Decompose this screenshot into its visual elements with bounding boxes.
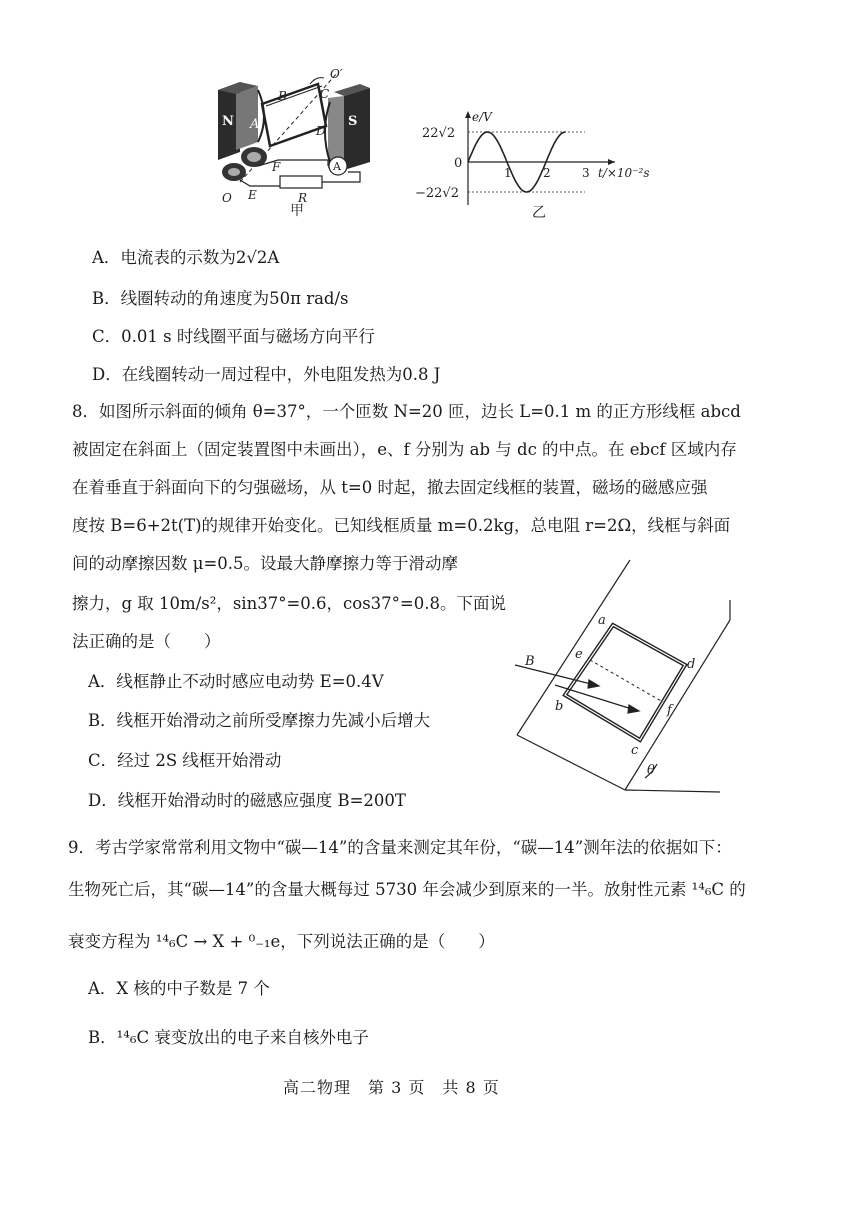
y-axis-arrow bbox=[465, 111, 471, 118]
x-tick-3: 3 bbox=[582, 166, 590, 180]
emf-graph bbox=[410, 105, 660, 220]
q8-option-a: A．线框静止不动时感应电动势 E=0.4V bbox=[88, 672, 384, 691]
q9-stem-line-2: 生物死亡后，其“碳—14”的含量大概每过 5730 年会减少到原来的一半。放射性元素 ¹⁴₆C 的 bbox=[68, 880, 746, 899]
q7-option-c: C．0.01 s 时线圈平面与磁场方向平行 bbox=[92, 327, 375, 346]
y-axis-title: e/V bbox=[472, 110, 492, 124]
q8-option-d: D．线框开始滑动时的磁感应强度 B=200T bbox=[88, 791, 406, 810]
label-F: F bbox=[272, 160, 281, 174]
q9-stem-line-3: 衰变方程为 ¹⁴₆C → X + ⁰₋₁e，下列说法正确的是（ ） bbox=[68, 932, 495, 951]
label-E: E bbox=[248, 188, 257, 202]
label-B-field: B bbox=[525, 654, 535, 669]
n-pole-label: N bbox=[222, 114, 234, 129]
label-B: B bbox=[278, 89, 287, 103]
label-e: e bbox=[575, 647, 583, 662]
q9-stem-line-1: 9．考古学家常常利用文物中“碳—14”的含量来测定其年份，“碳—14”测年法的依据如下： bbox=[68, 838, 732, 857]
q8-stem-line-3: 在着垂直于斜面向下的匀强磁场，从 t=0 时起，撤去固定线框的装置，磁场的磁感应强 bbox=[72, 478, 708, 497]
label-b: b bbox=[555, 699, 564, 714]
q8-stem-line-7: 法正确的是（ ） bbox=[72, 632, 221, 651]
label-theta: θ bbox=[647, 763, 655, 778]
y-tick-max: 22√2 bbox=[422, 126, 456, 141]
label-A: A bbox=[250, 117, 260, 132]
label-C: C bbox=[320, 87, 330, 101]
label-D: D bbox=[316, 124, 326, 138]
label-O: O bbox=[222, 191, 232, 205]
q7-option-a: A．电流表的示数为2√2A bbox=[92, 248, 280, 267]
q8-stem-line-4: 度按 B=6+2t(T)的规律开始变化。已知线框质量 m=0.2kg，总电阻 r=2Ω，线框与斜面 bbox=[72, 516, 731, 535]
x-axis-arrow bbox=[608, 159, 615, 165]
incline-figure bbox=[495, 560, 735, 795]
q8-option-b: B．线框开始滑动之前所受摩擦力先减小后增大 bbox=[88, 711, 431, 730]
q8-stem-line-1: 8．如图所示斜面的倾角 θ=37°，一个匝数 N=20 匝，边长 L=0.1 m 的正方形线框 abcd bbox=[72, 402, 741, 421]
y-tick-zero: 0 bbox=[454, 156, 463, 171]
label-d: d bbox=[687, 657, 696, 672]
q8-stem-line-5: 间的动摩擦因数 μ=0.5。设最大静摩擦力等于滑动摩 bbox=[72, 554, 459, 573]
y-tick-min: −22√2 bbox=[415, 186, 459, 201]
x-tick-1: 1 bbox=[504, 166, 512, 180]
label-a: a bbox=[598, 613, 606, 628]
ammeter bbox=[329, 157, 347, 175]
magnetic-field-arrows bbox=[515, 665, 639, 713]
label-c: c bbox=[631, 743, 639, 758]
figure-caption-yi: 乙 bbox=[532, 205, 546, 221]
q7-option-b: B．线圈转动的角速度为50π rad/s bbox=[92, 289, 349, 308]
q9-option-b: B．¹⁴₆C 衰变放出的电子来自核外电子 bbox=[88, 1028, 369, 1047]
q9-option-a: A．X 核的中子数是 7 个 bbox=[88, 979, 270, 998]
label-O-prime: O′ bbox=[330, 67, 343, 81]
x-tick-2: 2 bbox=[543, 166, 551, 180]
generator-figure bbox=[210, 62, 385, 217]
ef-dashed-line bbox=[590, 660, 663, 702]
label-f: f bbox=[667, 703, 672, 718]
page-footer: 高二物理 第 3 页 共 8 页 bbox=[283, 1078, 500, 1097]
q8-stem-line-6: 擦力，g 取 10m/s²，sin37°=0.6，cos37°=0.8。下面说 bbox=[72, 594, 506, 613]
svg-text:A: A bbox=[333, 160, 341, 173]
figure-caption-jia: 甲 bbox=[290, 203, 304, 219]
s-pole-label: S bbox=[348, 114, 358, 129]
x-axis-title: t/×10⁻²s bbox=[598, 166, 650, 180]
q8-stem-line-2: 被固定在斜面上（固定装置图中未画出），e、f 分别为 ab 与 dc 的中点。在 ebcf 区域内存 bbox=[72, 440, 737, 459]
q7-option-d: D．在线圈转动一周过程中，外电阻发热为0.8 J bbox=[92, 365, 441, 384]
incline-surface bbox=[517, 560, 730, 792]
q8-option-c: C．经过 2S 线框开始滑动 bbox=[88, 751, 282, 770]
label-R: R bbox=[298, 191, 308, 205]
